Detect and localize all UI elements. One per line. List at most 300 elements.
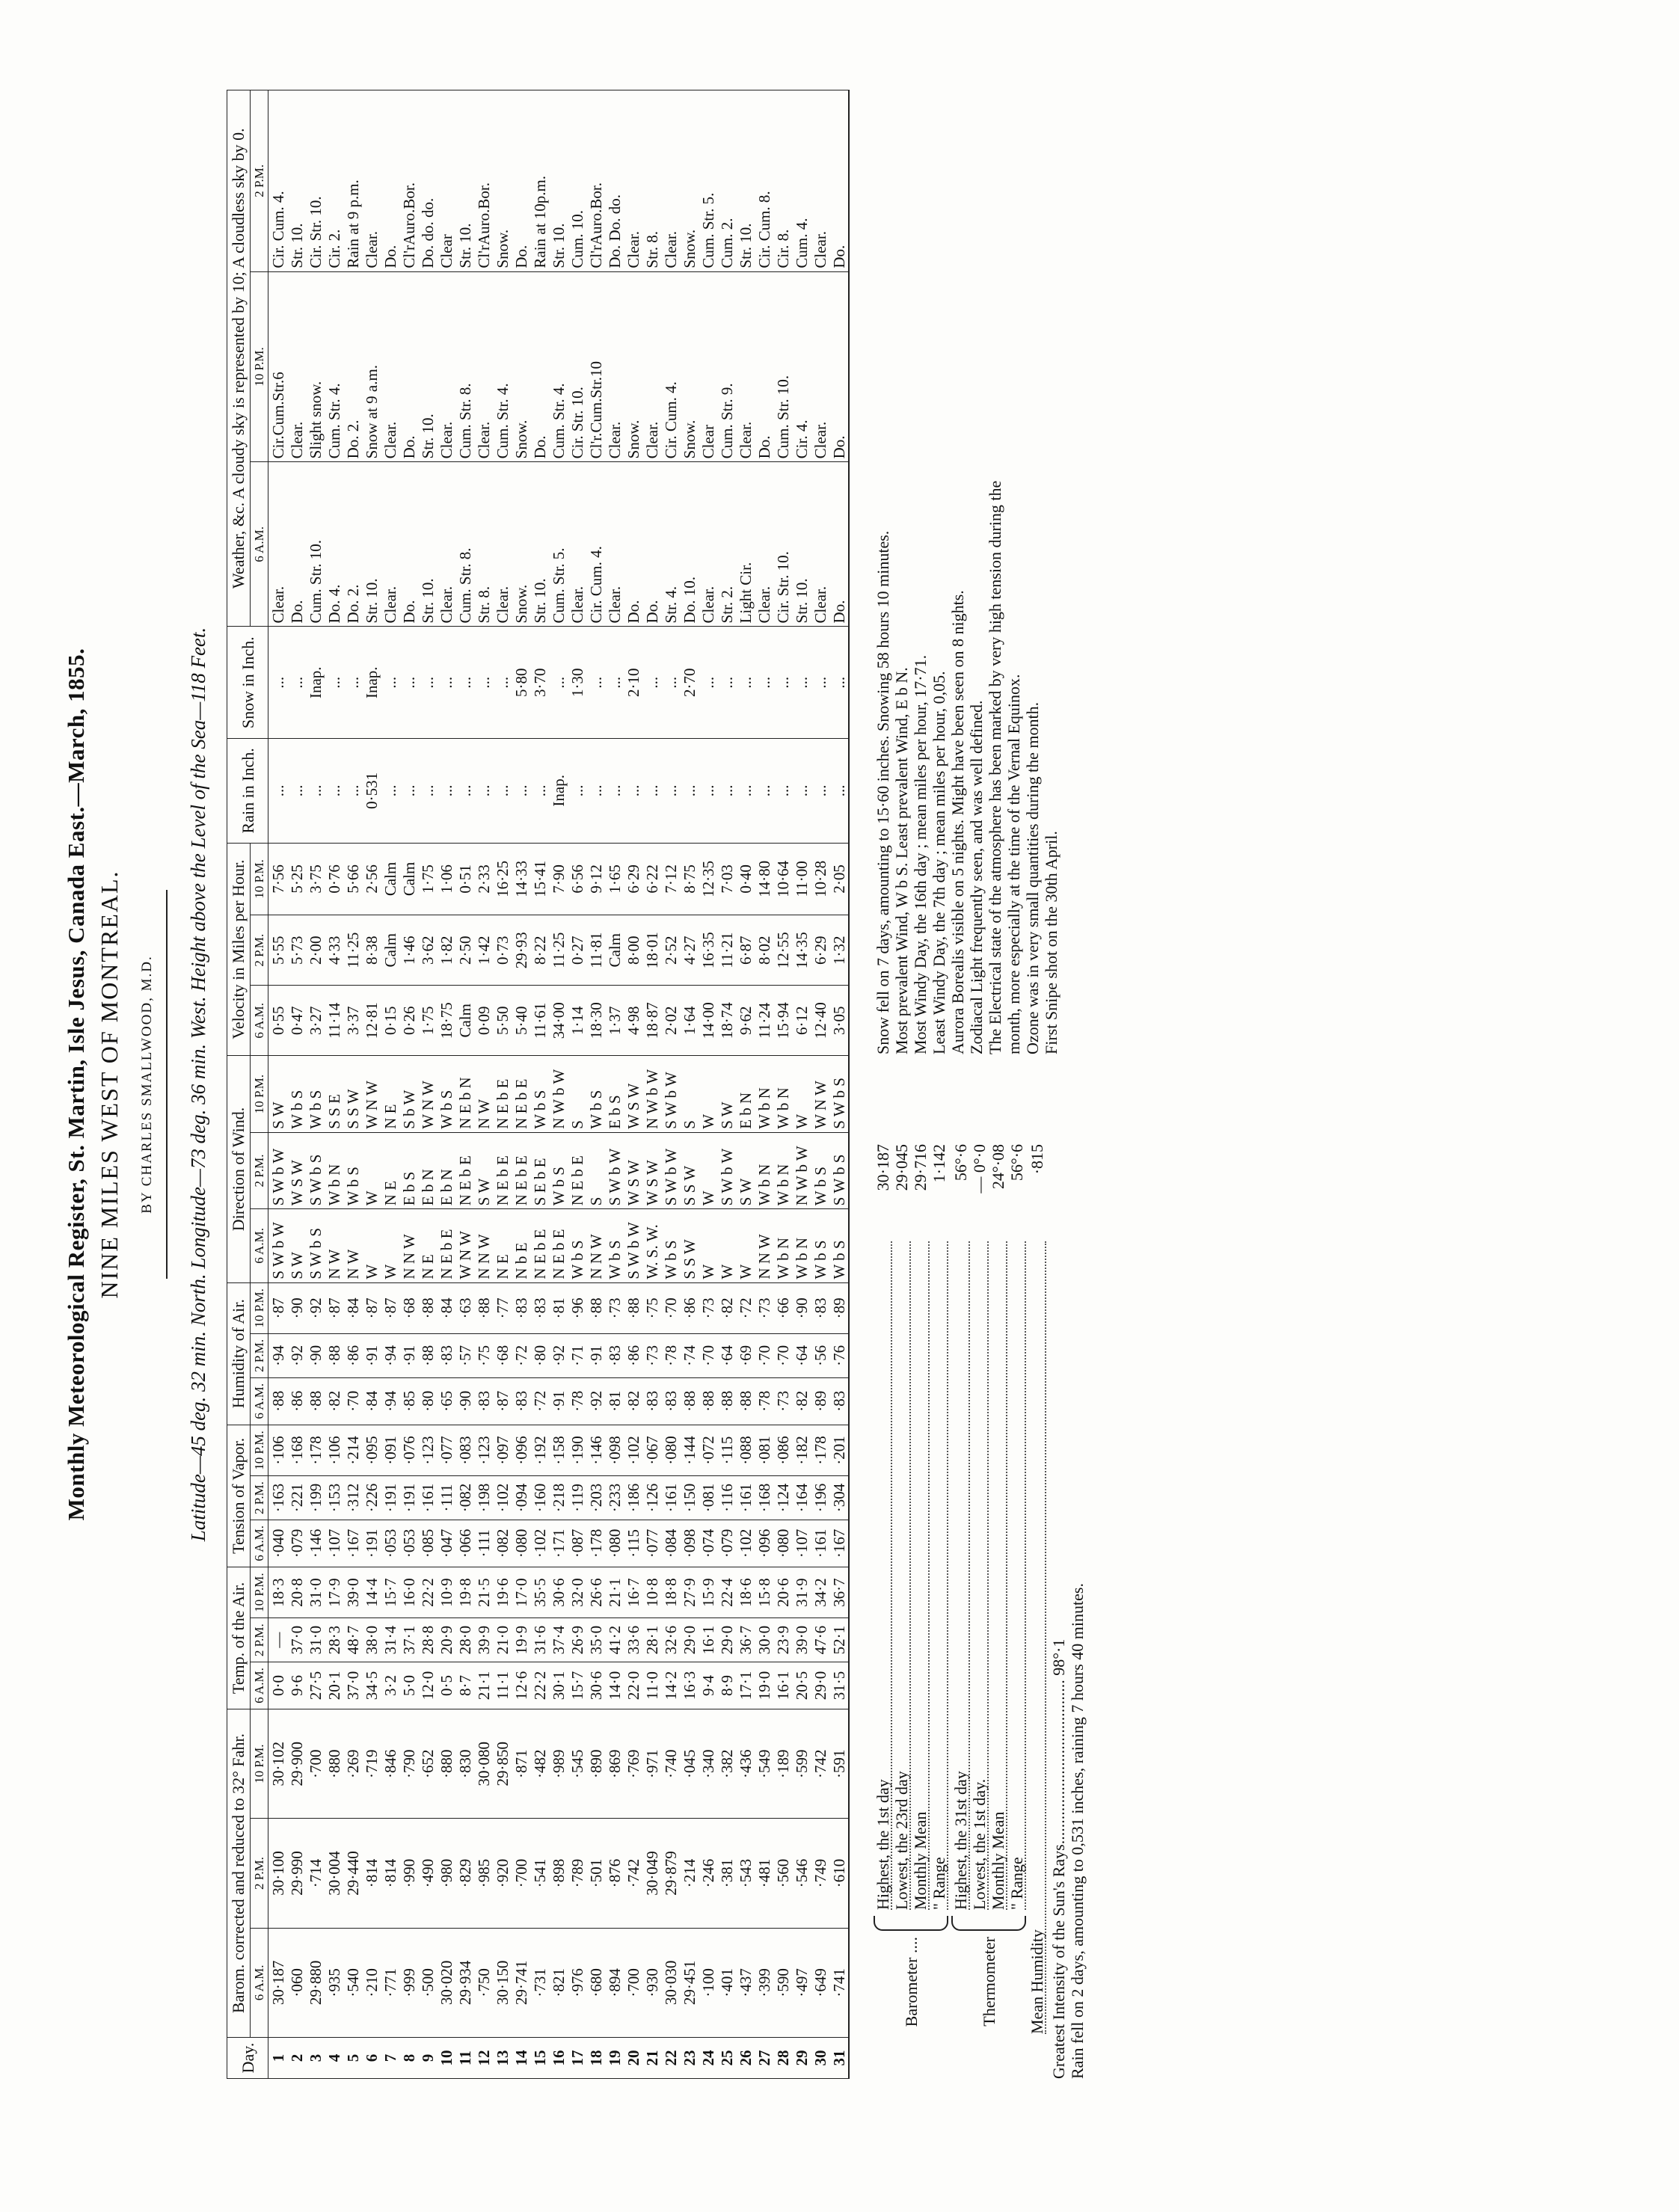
table-cell: ·067 (642, 1425, 661, 1475)
table-row (493, 90, 512, 2079)
table-cell: 9·4 (699, 1662, 717, 1709)
table-cell: N E b E (493, 1056, 512, 1132)
table-cell: Do. (642, 462, 661, 627)
table-cell: W b S (811, 1132, 829, 1208)
table-cell: 8·22 (530, 915, 549, 986)
table-cell: ·87 (325, 1282, 343, 1333)
table-cell: 36·7 (736, 1618, 755, 1662)
table-cell: S W b S (829, 1056, 849, 1132)
day-cell: 2 (287, 2038, 306, 2079)
subheader-cell: 2 P.M. (250, 90, 268, 272)
table-cell: ·218 (549, 1476, 568, 1520)
table-cell: ... (811, 739, 829, 844)
table-cell: 0·5 (437, 1662, 455, 1709)
col-snow: Snow in Inch. (227, 627, 268, 739)
table-cell: N b E (512, 1209, 530, 1282)
table-cell: ... (699, 627, 717, 739)
subheader-cell: 6 A.M. (250, 1209, 268, 1282)
table-cell: ... (605, 627, 624, 739)
note-line: The Electrical state of the atmosphere has been marked by very high tension during the (986, 480, 1005, 1054)
thermometer-brace (951, 1916, 1026, 1931)
table-cell: ·731 (530, 1928, 549, 2037)
col-group-wind-direction: Direction of Wind. (227, 1056, 250, 1282)
table-cell: W (381, 1209, 399, 1282)
summary-label: Monthly Mean (989, 1241, 1007, 1910)
table-cell: 4·33 (325, 915, 343, 986)
table-cell: 1·64 (680, 986, 699, 1056)
table-cell: 33·6 (624, 1618, 642, 1662)
table-cell: 6·56 (568, 843, 586, 915)
table-cell: W b S (287, 1056, 306, 1132)
table-cell: Clear. (381, 462, 399, 627)
table-cell: ·168 (287, 1425, 306, 1475)
table-cell: ·72 (530, 1377, 549, 1425)
table-cell: ·040 (268, 1520, 288, 1567)
table-cell: S (568, 1056, 586, 1132)
table-cell: ·186 (624, 1476, 642, 1520)
table-cell: ·714 (306, 1819, 325, 1928)
subheader-cell: 10 P.M. (250, 271, 268, 462)
table-cell: S W b W (624, 1209, 642, 1282)
table-cell: 16·7 (624, 1567, 642, 1617)
table-cell: S S W (680, 1209, 699, 1282)
table-cell: ·680 (586, 1928, 605, 2037)
table-cell: ·481 (755, 1819, 773, 1928)
table-cell: 29·880 (306, 1928, 325, 2037)
table-cell: Cir. Str. 10. (568, 271, 586, 462)
table-cell: E b S (399, 1132, 418, 1208)
table-cell: 31·5 (829, 1662, 849, 1709)
table-cell: Do. do. do. (418, 90, 437, 272)
table-cell: ... (773, 739, 792, 844)
table-cell: S W b W (661, 1132, 680, 1208)
table-cell: Snow. (624, 271, 642, 462)
table-cell: ·980 (437, 1819, 455, 1928)
table-cell: ·079 (717, 1520, 736, 1567)
table-cell: ·168 (755, 1476, 773, 1520)
table-cell: N E b E (493, 1132, 512, 1208)
table-cell: 31·9 (792, 1567, 811, 1617)
table-cell: Calm (605, 915, 624, 986)
table-cell: ·83 (642, 1377, 661, 1425)
summary-label: Mean Humidity (1028, 1241, 1046, 2034)
table-cell: ... (605, 739, 624, 844)
table-cell: ·497 (792, 1928, 811, 2037)
table-cell: Str. 10. (362, 462, 381, 627)
table-cell: Str. 8. (474, 462, 493, 627)
table-cell: ... (549, 627, 568, 739)
table-cell: ·971 (642, 1709, 661, 1819)
table-cell: 2·56 (362, 843, 381, 915)
table-cell: ·214 (680, 1819, 699, 1928)
table-cell: ·82 (717, 1282, 736, 1333)
sun-intensity: Greatest Intensity of the Sun's Rays........................................ 98°·1 (1049, 1638, 1069, 2079)
table-cell: ·115 (717, 1425, 736, 1475)
summary-label: " Range (930, 1241, 948, 1910)
table-cell: 3·2 (381, 1662, 399, 1709)
table-cell: ·88 (268, 1377, 288, 1425)
table-cell: 21·5 (474, 1567, 493, 1617)
table-cell: 22·4 (717, 1567, 736, 1617)
table-cell: N N W (755, 1209, 773, 1282)
table-cell: 21·0 (493, 1618, 512, 1662)
table-cell: 14·4 (362, 1567, 381, 1617)
table-cell: W (792, 1056, 811, 1132)
table-cell: 16·0 (399, 1567, 418, 1617)
table-cell: Do. Do. do. (605, 90, 624, 272)
table-cell: W N W (811, 1056, 829, 1132)
table-cell: 10·8 (642, 1567, 661, 1617)
table-cell: 6·12 (792, 986, 811, 1056)
table-cell: ·189 (773, 1709, 792, 1819)
table-cell: ·490 (418, 1819, 437, 1928)
table-cell: W b S (437, 1056, 455, 1132)
table-cell: 16·1 (699, 1618, 717, 1662)
table-cell: S W (268, 1056, 288, 1132)
table-cell: Cum. Str. 10. (306, 462, 325, 627)
table-cell: 29·990 (287, 1819, 306, 1928)
thermometer-summary-label: Thermometer (979, 1937, 998, 2027)
table-cell: ·146 (586, 1425, 605, 1475)
table-row (811, 90, 829, 2079)
table-cell: 18·3 (268, 1567, 288, 1617)
table-cell: Str. 4. (661, 462, 680, 627)
table-cell: ·167 (829, 1520, 849, 1567)
table-cell: ·191 (381, 1476, 399, 1520)
table-cell: ·541 (530, 1819, 549, 1928)
table-cell: ·69 (736, 1334, 755, 1378)
table-cell: Clear. (624, 90, 642, 272)
table-cell: ·107 (792, 1520, 811, 1567)
table-cell: ·78 (568, 1377, 586, 1425)
table-cell: 3·75 (306, 843, 325, 915)
table-cell: 10·28 (811, 843, 829, 915)
table-cell: 11·1 (493, 1662, 512, 1709)
table-cell: ·92 (287, 1334, 306, 1378)
table-cell: ·88 (474, 1282, 493, 1333)
table-cell: ·198 (474, 1476, 493, 1520)
table-cell: 27·5 (306, 1662, 325, 1709)
table-cell: 21·1 (605, 1567, 624, 1617)
table-row (605, 90, 624, 2079)
header-rule (166, 890, 168, 1279)
table-cell: ·72 (736, 1282, 755, 1333)
table-cell: ·869 (605, 1709, 624, 1819)
table-cell: ... (474, 739, 493, 844)
table-cell: ·73 (773, 1377, 792, 1425)
table-cell: W b S (586, 1056, 605, 1132)
table-cell: ·146 (306, 1520, 325, 1567)
day-cell: 30 (811, 2038, 829, 2079)
table-cell: ·68 (493, 1334, 512, 1378)
table-cell: ·73 (605, 1282, 624, 1333)
table-cell: S W b S (829, 1132, 849, 1208)
table-cell: 1·65 (605, 843, 624, 915)
table-cell: ... (399, 627, 418, 739)
table-cell: ·312 (343, 1476, 362, 1520)
table-cell: ·178 (306, 1425, 325, 1475)
table-cell: 0·0 (268, 1662, 288, 1709)
table-cell: ·85 (399, 1377, 418, 1425)
barometer-summary-row (930, 1144, 948, 1910)
table-cell: 29·93 (512, 915, 530, 986)
table-cell: 16·3 (680, 1662, 699, 1709)
table-cell: ·199 (306, 1476, 325, 1520)
table-cell: Clear. (605, 271, 624, 462)
table-cell: 11·25 (343, 915, 362, 986)
subheader-cell: 2 P.M. (250, 1819, 268, 1928)
table-cell: ·047 (437, 1520, 455, 1567)
table-cell: ... (418, 627, 437, 739)
table-cell: 4·27 (680, 915, 699, 986)
table-cell: ·399 (755, 1928, 773, 2037)
day-cell: 21 (642, 2038, 661, 2079)
barometer-summary-row (874, 1144, 892, 1910)
summary-label: Highest, the 31st day (951, 1241, 970, 1910)
table-cell: ·500 (418, 1928, 437, 2037)
table-cell: ·976 (568, 1928, 586, 2037)
table-cell: 20·8 (287, 1567, 306, 1617)
table-cell: ·700 (624, 1928, 642, 2037)
table-row (268, 90, 288, 2079)
table-cell: Cl'r.Cum.Str.10 (586, 271, 605, 462)
table-cell: Str. 10. (736, 90, 755, 272)
table-cell: 28·0 (455, 1618, 474, 1662)
table-cell: ·88 (325, 1334, 343, 1378)
table-cell: 14·33 (512, 843, 530, 915)
barometer-summary-label: Barometer .... (901, 1937, 921, 2027)
table-cell: ·161 (811, 1520, 829, 1567)
table-cell: Do. (399, 271, 418, 462)
table-cell: E b N (418, 1132, 437, 1208)
table-cell: Rain at 9 p.m. (343, 90, 362, 272)
table-cell: N E b E (455, 1132, 474, 1208)
register-place: NINE MILES WEST OF MONTREAL. (95, 870, 123, 1299)
table-cell: ·096 (512, 1425, 530, 1475)
table-cell: 11·0 (642, 1662, 661, 1709)
table-cell: 34·5 (362, 1662, 381, 1709)
day-cell: 3 (306, 2038, 325, 2079)
table-cell: W b N (773, 1056, 792, 1132)
table-cell: 8·7 (455, 1662, 474, 1709)
table-cell: ·203 (586, 1476, 605, 1520)
table-cell: Do. (829, 462, 849, 627)
table-cell: 2·10 (624, 627, 642, 739)
summary-label: Lowest, the 1st day. (970, 1241, 989, 1910)
table-cell: ·196 (811, 1476, 829, 1520)
table-cell: Cum. Str. 5. (549, 462, 568, 627)
table-row (287, 90, 306, 2079)
table-cell: ·790 (399, 1709, 418, 1819)
table-cell: ·066 (455, 1520, 474, 1567)
table-cell: W b S (811, 1209, 829, 1282)
table-cell: ·88 (680, 1377, 699, 1425)
table-cell: Clear. (474, 271, 493, 462)
thermometer-summary-row (1007, 1144, 1026, 1910)
table-cell: Do. (829, 90, 849, 272)
table-cell: ... (325, 739, 343, 844)
table-cell: 9·6 (287, 1662, 306, 1709)
table-cell: ... (811, 627, 829, 739)
summary-value: 24°·08 (989, 1144, 1008, 1190)
subheader-cell: 2 P.M. (250, 1334, 268, 1378)
table-cell: 18·74 (717, 986, 736, 1056)
subheader-cell: 6 A.M. (250, 462, 268, 627)
table-cell: Snow at 9 a.m. (362, 271, 381, 462)
table-cell: S W b W (717, 1132, 736, 1208)
table-cell: E b N (736, 1056, 755, 1132)
table-cell: 20·5 (792, 1662, 811, 1709)
table-cell: ·88 (418, 1334, 437, 1378)
table-cell: 10·64 (773, 843, 792, 915)
table-cell: ·829 (455, 1819, 474, 1928)
summary-label: Lowest, the 23rd day (892, 1241, 911, 1910)
table-cell: ·75 (474, 1334, 493, 1378)
table-cell: ·381 (717, 1819, 736, 1928)
table-row (474, 90, 493, 2079)
subheader-cell: 2 P.M. (250, 1618, 268, 1662)
table-cell: 11·14 (325, 986, 343, 1056)
humidity-rows (1028, 1144, 1046, 2034)
table-cell: Cir. Cum. 4. (268, 90, 288, 272)
table-cell: ... (399, 739, 418, 844)
table-cell: ·935 (325, 1928, 343, 2037)
table-cell: W S W (287, 1132, 306, 1208)
table-cell: N W (474, 1056, 493, 1132)
table-cell: S W b S (306, 1132, 325, 1208)
table-cell: ·70 (661, 1282, 680, 1333)
table-cell: ·163 (268, 1476, 288, 1520)
table-cell: ·814 (362, 1819, 381, 1928)
table-cell: ... (642, 627, 661, 739)
table-cell: ·83 (512, 1377, 530, 1425)
day-cell: 7 (381, 2038, 399, 2079)
barometer-summary-row (892, 1144, 911, 1910)
table-cell: ... (755, 627, 773, 739)
table-cell: 7·56 (268, 843, 288, 915)
table-cell: 30·049 (642, 1819, 661, 1928)
col-group-humidity: Humidity of Air. (227, 1282, 250, 1425)
subheader-cell: 10 P.M. (250, 1567, 268, 1617)
table-cell: S S W (680, 1132, 699, 1208)
table-cell: W b S (530, 1056, 549, 1132)
table-cell: 28·1 (642, 1618, 661, 1662)
table-cell: ·106 (325, 1425, 343, 1475)
table-cell: ·081 (699, 1476, 717, 1520)
table-cell: W b S (306, 1056, 325, 1132)
table-cell: ·92 (306, 1282, 325, 1333)
table-cell: 32·0 (568, 1567, 586, 1617)
table-cell: 8·75 (680, 843, 699, 915)
table-cell: S W b W (268, 1132, 288, 1208)
table-cell: W S W (624, 1132, 642, 1208)
table-cell: 2·00 (306, 915, 325, 986)
table-cell: ·65 (437, 1377, 455, 1425)
table-cell: ·144 (680, 1425, 699, 1475)
table-cell: 28·3 (325, 1618, 343, 1662)
table-cell: W b N (773, 1132, 792, 1208)
table-row (512, 90, 530, 2079)
table-row (362, 90, 381, 2079)
table-cell: Snow. (680, 90, 699, 272)
table-cell: ... (325, 627, 343, 739)
table-cell: Clear. (811, 462, 829, 627)
table-cell: 38·0 (362, 1618, 381, 1662)
table-cell: 1·14 (568, 986, 586, 1056)
table-cell: ·164 (792, 1476, 811, 1520)
table-cell: ... (306, 739, 325, 844)
table-cell: ·097 (493, 1425, 512, 1475)
table-cell: 29·451 (680, 1928, 699, 2037)
table-cell: ·91 (586, 1334, 605, 1378)
table-cell: ·080 (605, 1520, 624, 1567)
table-cell: N W b W (549, 1056, 568, 1132)
table-cell: ·540 (343, 1928, 362, 2037)
table-cell: ·086 (773, 1425, 792, 1475)
table-cell: 21·1 (474, 1662, 493, 1709)
col-day: Day. (227, 2038, 268, 2079)
table-cell: Snow. (680, 271, 699, 462)
table-cell: ·814 (381, 1819, 399, 1928)
table-cell: ·96 (568, 1282, 586, 1333)
table-cell: 22·0 (624, 1662, 642, 1709)
table-cell: ... (343, 627, 362, 739)
table-cell: ·894 (605, 1928, 624, 2037)
table-cell: S (680, 1056, 699, 1132)
table-cell: ·610 (829, 1819, 849, 1928)
table-cell: Cum. 4. (792, 90, 811, 272)
table-cell: ... (586, 627, 605, 739)
table-cell: 18·30 (586, 986, 605, 1056)
subheader-cell: 2 P.M. (250, 1476, 268, 1520)
table-cell: ... (829, 739, 849, 844)
table-cell: ·123 (418, 1425, 437, 1475)
table-cell: 18·8 (661, 1567, 680, 1617)
table-cell: 17·9 (325, 1567, 343, 1617)
table-row (773, 90, 792, 2079)
table-cell: ... (287, 627, 306, 739)
table-cell: ·74 (680, 1334, 699, 1378)
table-cell: 2·50 (455, 915, 474, 986)
table-cell: ·087 (568, 1520, 586, 1567)
day-cell: 23 (680, 2038, 699, 2079)
table-cell: W N W (362, 1056, 381, 1132)
table-cell: 29·934 (455, 1928, 474, 2037)
table-cell: ·482 (530, 1709, 549, 1819)
table-cell: ·86 (343, 1334, 362, 1378)
table-cell: 1·75 (418, 843, 437, 915)
table-cell: Clear. (811, 271, 829, 462)
table-cell: N W b W (642, 1056, 661, 1132)
subheader-cell: 10 P.M. (250, 1282, 268, 1333)
table-cell: ·82 (325, 1377, 343, 1425)
table-cell: ·076 (399, 1425, 418, 1475)
table-cell: 15·7 (381, 1567, 399, 1617)
table-cell: 2·05 (829, 843, 849, 915)
table-cell: W b S (549, 1132, 568, 1208)
table-cell: 30·6 (586, 1662, 605, 1709)
table-cell: 10·9 (437, 1567, 455, 1617)
table-row (736, 90, 755, 2079)
day-cell: 18 (586, 2038, 605, 2079)
table-cell: 3·27 (306, 986, 325, 1056)
table-cell: ·233 (605, 1476, 624, 1520)
table-row (792, 90, 811, 2079)
table-row (699, 90, 717, 2079)
barometer-summary-row (911, 1144, 930, 1910)
table-cell: 14·35 (792, 915, 811, 986)
table-cell: ·161 (418, 1476, 437, 1520)
